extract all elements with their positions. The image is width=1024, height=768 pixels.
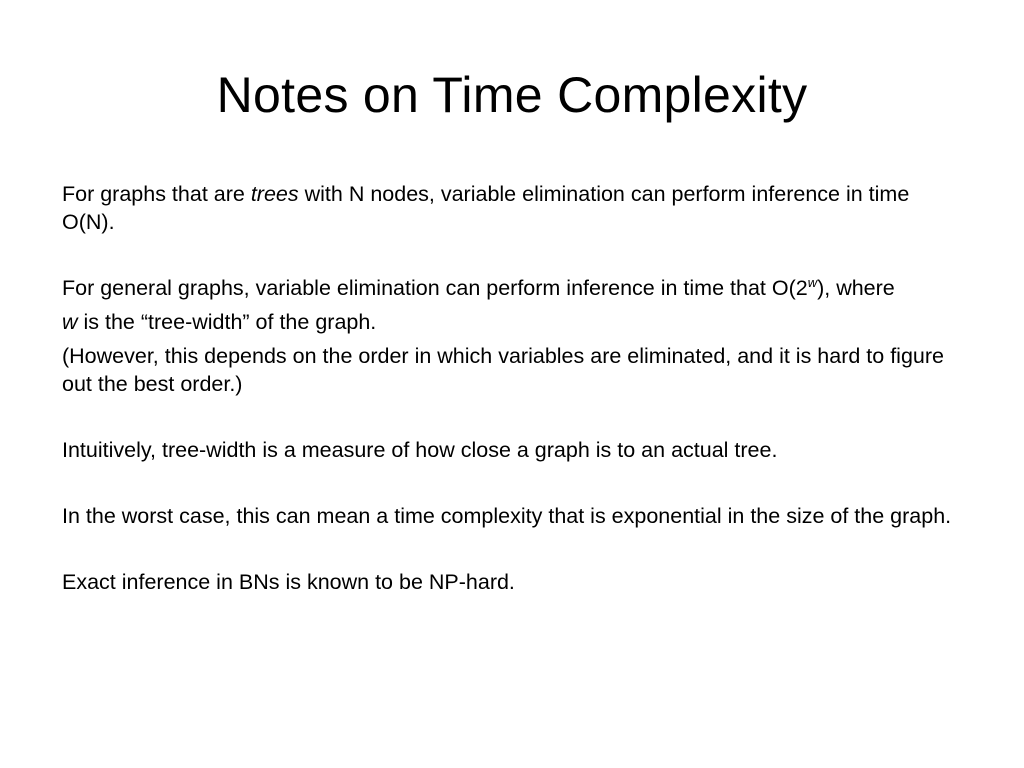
paragraph-text: ), where bbox=[817, 276, 895, 300]
paragraph-general-graphs bbox=[62, 274, 962, 302]
emphasis-trees: trees bbox=[250, 182, 299, 206]
paragraph-intuition: Intuitively, tree-width is a measure of how close a graph is to an actual tree. bbox=[62, 438, 778, 462]
paragraph-trees bbox=[62, 180, 962, 236]
slide-title: Notes on Time Complexity bbox=[216, 67, 808, 123]
paragraph-text: is the “tree-width” of the graph. bbox=[77, 310, 377, 334]
paragraph-worst-case: In the worst case, this can mean a time complexity that is exponential in the size of the graph. bbox=[62, 504, 952, 528]
paragraph-text: For graphs that are bbox=[62, 182, 251, 206]
paragraph-text: For general graphs, variable elimination can perform inference in time that O(2 bbox=[62, 276, 808, 300]
superscript-w: w bbox=[807, 274, 818, 290]
paragraph-tree-width-definition bbox=[62, 308, 962, 336]
paragraph-text: with N nodes, variable elimination can perform inference in time O(N). bbox=[62, 182, 910, 234]
paragraph-np-hard: Exact inference in BNs is known to be NP-hard. bbox=[62, 570, 515, 594]
emphasis-w: w bbox=[62, 310, 78, 334]
paragraph-elimination-order: (However, this depends on the order in which variables are eliminated, and it is hard to figure out the best order.) bbox=[62, 344, 944, 396]
slide-body bbox=[62, 180, 962, 596]
